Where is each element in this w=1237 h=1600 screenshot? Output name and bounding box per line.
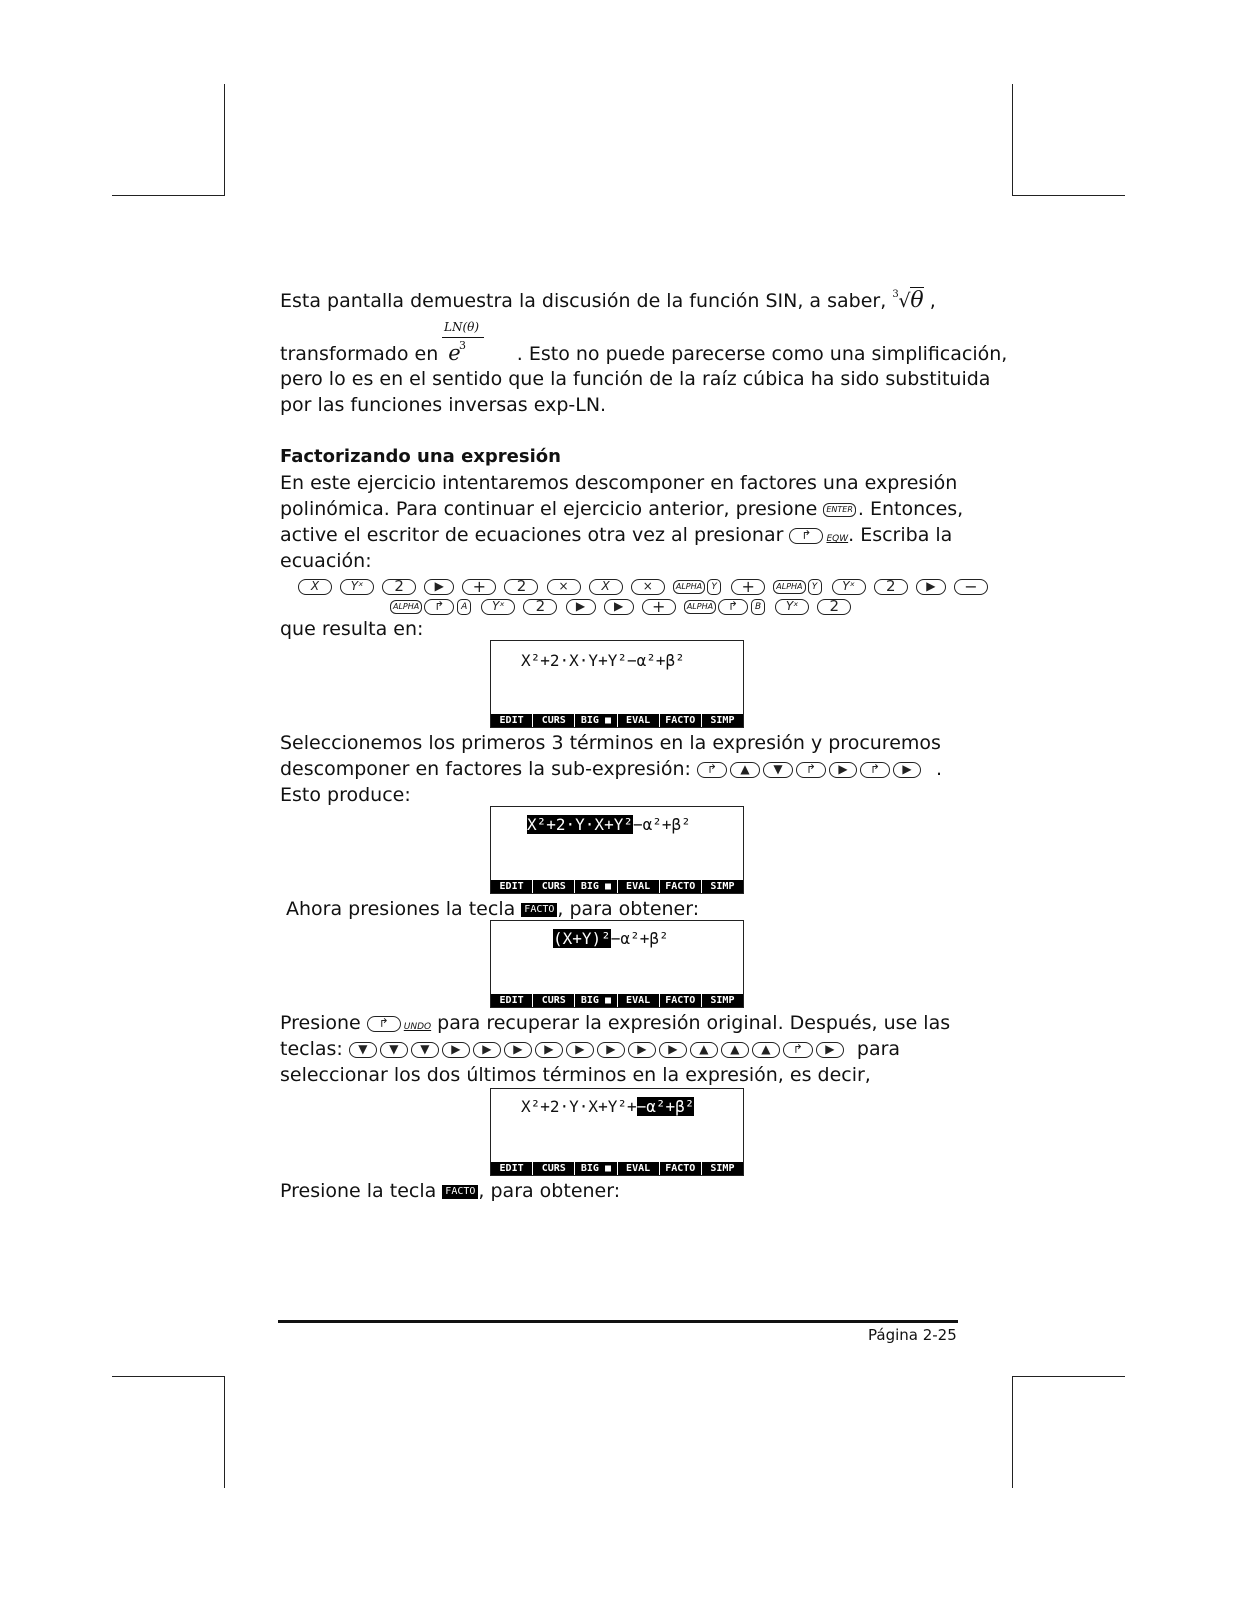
menu-edit[interactable]: EDIT <box>491 714 533 727</box>
text: transformado en <box>280 343 439 365</box>
b-key: B <box>751 599 765 615</box>
para2-line2 <box>280 756 942 782</box>
menu-curs[interactable]: CURS <box>533 994 575 1007</box>
menu-bar <box>491 994 743 1007</box>
right-arrow-key: ▶ <box>604 599 634 615</box>
base-e: e <box>448 341 461 365</box>
right-arrow-key: ▶ <box>597 1042 625 1058</box>
menu-simp[interactable]: SIMP <box>710 715 735 726</box>
alpha-key: ALPHA <box>773 580 805 594</box>
menu-bar <box>491 714 743 727</box>
right-shift-key: ↱ <box>789 528 823 544</box>
text: , para obtener: <box>478 1180 621 1202</box>
alpha-key: ALPHA <box>673 580 705 594</box>
menu-facto[interactable]: FACTO <box>660 714 702 727</box>
right-arrow-key: ▶ <box>473 1042 501 1058</box>
down-arrow-key: ▼ <box>349 1042 377 1058</box>
plus-key: + <box>462 579 496 595</box>
text: Presione <box>280 1012 361 1034</box>
screen-expression <box>521 1097 694 1116</box>
x-key: X <box>589 579 623 595</box>
times-key: × <box>547 579 581 595</box>
text: . Escriba la <box>848 524 953 546</box>
text: descomponer en factores la sub-expresión: <box>280 758 691 780</box>
enter-key: ENTER <box>823 503 856 517</box>
footer-rule <box>278 1320 958 1323</box>
right-arrow-key: ▶ <box>816 1042 844 1058</box>
right-arrow-key: ▶ <box>628 1042 656 1058</box>
screen-expression <box>527 815 691 834</box>
result-text: que resulta en: <box>280 618 424 640</box>
expression-prefix: X²+2·Y·X+Y²+ <box>521 1097 637 1116</box>
crop-mark <box>112 1376 225 1377</box>
crop-mark <box>1012 1376 1125 1377</box>
a-key: A <box>457 599 471 615</box>
calculator-screen-3 <box>490 920 744 1008</box>
keystroke-row-1 <box>298 576 991 595</box>
menu-curs[interactable]: CURS <box>533 1162 575 1175</box>
text: . Entonces, <box>857 498 964 520</box>
menu-simp[interactable]: SIMP <box>710 995 735 1006</box>
text: , para obtener: <box>557 898 700 920</box>
right-arrow-key: ▶ <box>893 762 921 778</box>
crop-mark <box>1012 195 1125 196</box>
right-arrow-key: ▶ <box>566 1042 594 1058</box>
right-shift-key: ↱ <box>718 599 748 615</box>
menu-eval[interactable]: EVAL <box>618 880 660 893</box>
section-line1: En este ejercicio intentaremos descomponer en factores una expresión <box>280 472 958 494</box>
right-arrow-key: ▶ <box>504 1042 532 1058</box>
text: active el escritor de ecuaciones otra vez al presionar <box>280 524 784 546</box>
up-arrow-key: ▲ <box>752 1042 780 1058</box>
y-key: Y <box>707 579 721 595</box>
times-key: × <box>631 579 665 595</box>
para1-line3: pero lo es en el sentido que la función de la raíz cúbica ha sido substituida <box>280 368 991 390</box>
two-key: 2 <box>817 599 851 615</box>
two-key: 2 <box>382 579 416 595</box>
root-index: 3 <box>892 289 899 300</box>
menu-bar <box>491 1162 743 1175</box>
para4-line3: seleccionar los dos últimos términos en la expresión, es decir, <box>280 1064 871 1086</box>
text: para <box>856 1038 901 1060</box>
right-arrow-key: ▶ <box>566 599 596 615</box>
alpha-key: ALPHA <box>684 600 716 614</box>
yx-key: Yˣ <box>775 599 809 615</box>
text: . <box>936 758 943 780</box>
text: . Esto no puede parecerse como una simplificación, <box>516 343 1008 365</box>
yx-key: Yˣ <box>340 579 374 595</box>
minus-key: − <box>954 579 988 595</box>
section-heading: Factorizando una expresión <box>280 446 561 467</box>
right-arrow-key: ▶ <box>916 579 946 595</box>
menu-eval[interactable]: EVAL <box>618 994 660 1007</box>
para1-line4: por las funciones inversas exp-LN. <box>280 394 607 416</box>
para1-line1 <box>280 288 936 314</box>
menu-simp[interactable]: SIMP <box>710 1163 735 1174</box>
screen-expression <box>521 651 685 670</box>
calculator-screen-4 <box>490 1088 744 1176</box>
alpha-key: ALPHA <box>390 600 422 614</box>
menu-eval[interactable]: EVAL <box>618 1162 660 1175</box>
two-key: 2 <box>504 579 538 595</box>
calculator-screen-2 <box>490 806 744 894</box>
plus-key: + <box>731 579 765 595</box>
menu-eval[interactable]: EVAL <box>618 714 660 727</box>
menu-curs[interactable]: CURS <box>533 880 575 893</box>
plus-key: + <box>642 599 676 615</box>
right-arrow-key: ▶ <box>535 1042 563 1058</box>
expression-rest: −α²+β² <box>632 815 691 834</box>
keystroke-row-2 <box>390 596 854 615</box>
up-arrow-key: ▲ <box>730 762 760 778</box>
menu-edit[interactable]: EDIT <box>491 994 533 1007</box>
crop-mark <box>1012 1376 1013 1488</box>
para2-line1: Seleccionemos los primeros 3 términos en la expresión y procuremos <box>280 732 941 754</box>
eqw-label: EQW <box>826 534 849 544</box>
two-key: 2 <box>523 599 557 615</box>
right-shift-key: ↱ <box>796 762 826 778</box>
yx-key: Yˣ <box>481 599 515 615</box>
text: Esta pantalla demuestra la discusión de la función SIN, a saber, <box>280 290 887 312</box>
crop-mark <box>224 1376 225 1488</box>
menu-curs[interactable]: CURS <box>533 714 575 727</box>
para5-line <box>280 1178 620 1204</box>
highlighted-subexpression: X²+2·Y·X+Y² <box>527 815 633 834</box>
para1-line2 <box>280 340 1007 367</box>
two-key: 2 <box>874 579 908 595</box>
menu-facto[interactable]: FACTO <box>660 1162 702 1175</box>
right-shift-key: ↱ <box>367 1016 401 1032</box>
menu-facto[interactable]: FACTO <box>660 880 702 893</box>
section-line4: ecuación: <box>280 550 372 572</box>
right-arrow-key: ▶ <box>659 1042 687 1058</box>
x-key: X <box>298 579 332 595</box>
right-arrow-key: ▶ <box>424 579 454 595</box>
fraction-bar <box>442 337 484 338</box>
menu-big[interactable]: BIG ■ <box>575 994 617 1007</box>
cube-root: 3 √θ <box>892 288 923 314</box>
y-key: Y <box>808 579 822 595</box>
para4-line2 <box>280 1036 900 1062</box>
text: polinómica. Para continuar el ejercicio anterior, presione <box>280 498 818 520</box>
up-arrow-key: ▲ <box>690 1042 718 1058</box>
text: para recuperar la expresión original. Después, use las <box>437 1012 951 1034</box>
para2-line3: Esto produce: <box>280 784 411 806</box>
para3-line <box>286 896 699 922</box>
menu-big[interactable]: BIG ■ <box>575 1162 617 1175</box>
crop-mark <box>224 84 225 196</box>
right-shift-key: ↱ <box>783 1042 813 1058</box>
screen-expression <box>553 929 669 948</box>
right-arrow-key: ▶ <box>829 762 857 778</box>
text: Presione la tecla <box>280 1180 437 1202</box>
menu-big[interactable]: BIG ■ <box>575 880 617 893</box>
section-line3 <box>280 522 952 552</box>
menu-edit[interactable]: EDIT <box>491 880 533 893</box>
highlighted-subexpression: −α²+β² <box>636 1097 695 1116</box>
expression-text: X²+2·X·Y+Y²−α²+β² <box>521 651 685 670</box>
crop-mark <box>1012 84 1013 196</box>
section-line2 <box>280 496 963 522</box>
up-arrow-key: ▲ <box>721 1042 749 1058</box>
highlighted-subexpression: (X+Y)² <box>553 929 611 948</box>
right-arrow-key: ▶ <box>442 1042 470 1058</box>
down-arrow-key: ▼ <box>380 1042 408 1058</box>
menu-bar <box>491 880 743 893</box>
menu-big[interactable]: BIG ■ <box>575 714 617 727</box>
menu-edit[interactable]: EDIT <box>491 1162 533 1175</box>
text: teclas: <box>280 1038 343 1060</box>
exponent-denominator: 3 <box>459 339 466 352</box>
radicand: θ <box>910 288 924 313</box>
facto-softkey: FACTO <box>442 1185 478 1199</box>
exponent-numerator: LN(θ) <box>444 320 480 334</box>
text: , <box>929 290 936 312</box>
undo-label: UNDO <box>403 1022 432 1032</box>
crop-mark <box>112 195 225 196</box>
yx-key: Yˣ <box>832 579 866 595</box>
right-shift-key: ↱ <box>697 762 727 778</box>
down-arrow-key: ▼ <box>763 762 793 778</box>
page-number: Página 2-25 <box>868 1326 957 1344</box>
menu-facto[interactable]: FACTO <box>660 994 702 1007</box>
text: Ahora presiones la tecla <box>286 898 516 920</box>
facto-softkey: FACTO <box>521 903 557 917</box>
down-arrow-key: ▼ <box>411 1042 439 1058</box>
right-shift-key: ↱ <box>860 762 890 778</box>
expression-rest: −α²+β² <box>610 929 669 948</box>
menu-simp[interactable]: SIMP <box>710 881 735 892</box>
calculator-screen-1 <box>490 640 744 728</box>
right-shift-key: ↱ <box>424 599 454 615</box>
